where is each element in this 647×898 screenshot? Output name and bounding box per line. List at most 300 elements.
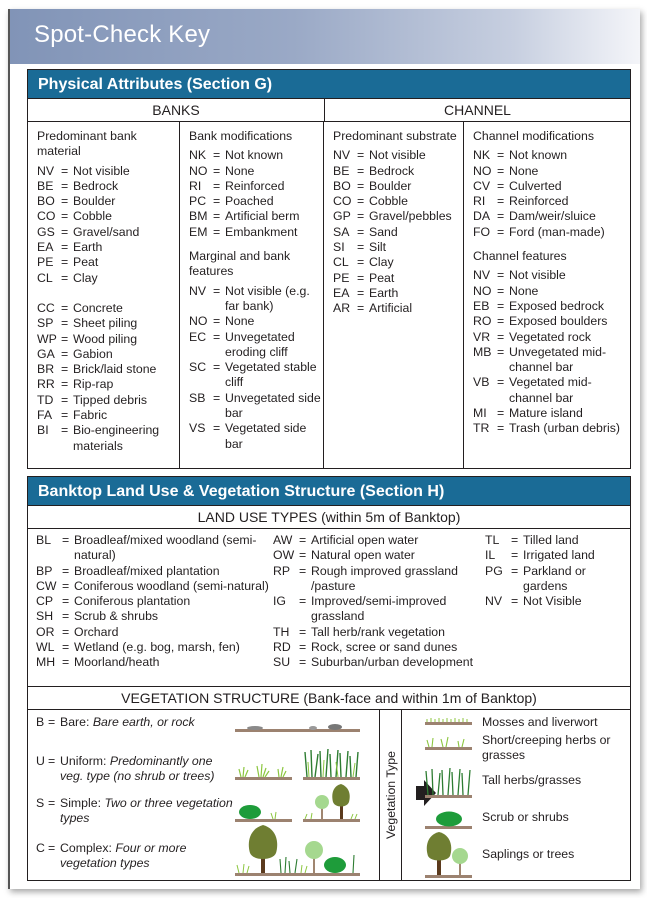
- code-entry: [189, 209, 323, 224]
- code: BP: [36, 563, 53, 578]
- code: GP: [333, 209, 351, 224]
- code-entry: [189, 360, 323, 391]
- physical-attributes-section: [27, 69, 631, 469]
- code: NK: [189, 148, 207, 163]
- code: CL: [37, 270, 53, 285]
- code: NK: [473, 148, 491, 163]
- definition: Coniferous plantation: [74, 594, 191, 609]
- channel-modifications-column: [463, 122, 630, 468]
- equals: =: [62, 655, 70, 670]
- code: VB: [473, 375, 490, 390]
- definition: Broadleaf/mixed woodland (semi-natural): [74, 533, 257, 563]
- definition: Reinforced: [509, 194, 569, 209]
- ground-line: [235, 819, 292, 822]
- code-entry: [189, 194, 323, 209]
- code-entry: [473, 179, 630, 194]
- bank-modifications-column: [179, 122, 323, 468]
- veg-structure-list: [28, 710, 380, 880]
- code-entry: [189, 421, 323, 452]
- code-entry: [37, 332, 179, 347]
- definition: Earth: [73, 240, 103, 255]
- code: PG: [485, 563, 503, 578]
- equals: =: [299, 563, 307, 578]
- code: VR: [473, 329, 491, 344]
- veg-type-scrub: Scrub or shrubs: [482, 810, 569, 824]
- equals: =: [511, 533, 519, 547]
- code-entry: [37, 423, 179, 454]
- definition: Gravel/sand: [73, 224, 140, 239]
- equals: =: [299, 594, 307, 609]
- code: TD: [37, 392, 54, 407]
- code-entry: [333, 179, 463, 194]
- equals: =: [213, 421, 221, 436]
- banktop-section: [27, 476, 631, 881]
- definition: None: [509, 163, 539, 178]
- code-entry: [333, 240, 463, 255]
- veg-type-divider: [380, 710, 402, 880]
- code: EA: [37, 240, 54, 255]
- code-entry: [333, 164, 463, 179]
- code: BI: [37, 423, 49, 438]
- equals: =: [357, 163, 365, 178]
- code: MI: [473, 406, 487, 421]
- definition: Vegetated side bar: [225, 421, 307, 451]
- code: WL: [36, 640, 55, 655]
- code: CO: [37, 209, 56, 224]
- code-entry: [473, 314, 630, 329]
- code: NO: [189, 314, 208, 329]
- definition: Orchard: [74, 624, 119, 639]
- veg-type-label: Vegetation Type: [384, 751, 398, 839]
- definition: Unvegetated side bar: [225, 390, 321, 421]
- code-entry: [333, 271, 463, 286]
- definition: Cobble: [73, 209, 112, 224]
- definition: Dam/weir/sluice: [509, 209, 596, 224]
- equals: =: [62, 609, 70, 624]
- definition: None: [509, 283, 539, 298]
- definition: Vegetated rock: [509, 329, 592, 344]
- equals: =: [497, 194, 505, 209]
- equals: =: [213, 329, 221, 344]
- structure-uniform: U = Uniform: Predominantly one veg. type (no shrub or trees): [36, 754, 215, 784]
- group-title: Bank modifications: [189, 129, 293, 143]
- definition: Tall herb/rank vegetation: [311, 624, 445, 639]
- code-entry: [473, 268, 630, 283]
- ground-line: [303, 819, 360, 822]
- code: MB: [473, 344, 492, 359]
- tall-grass-icon: [303, 748, 360, 777]
- equals: =: [497, 375, 505, 390]
- land-use-column-1: [36, 533, 273, 686]
- code-entry: [473, 194, 630, 209]
- equals: =: [62, 578, 70, 593]
- equals: =: [357, 270, 365, 285]
- code: BM: [189, 209, 208, 224]
- definition: Sheet piling: [73, 316, 138, 331]
- code-entry: [273, 533, 485, 548]
- definition: Clay: [73, 270, 98, 285]
- code-entry: [189, 225, 323, 240]
- code-entry: [485, 594, 630, 609]
- definition: Not visible: [73, 163, 130, 178]
- code-entry: [473, 330, 630, 345]
- definition: Vegetated mid-channel bar: [509, 375, 592, 405]
- definition: Rock, scree or sand dunes: [311, 640, 458, 655]
- veg-type-short-herbs: Short/creeping herbs or grasses: [482, 733, 611, 763]
- equals: =: [299, 640, 307, 655]
- definition: Rough improved grassland /pasture: [311, 563, 458, 593]
- code: BE: [333, 163, 350, 178]
- code: PE: [333, 270, 350, 285]
- code-entry: [37, 408, 179, 423]
- definition: Parkland or gardens: [523, 563, 586, 593]
- definition: Tilled land: [523, 533, 579, 547]
- code: MH: [36, 655, 56, 670]
- code-entry: [37, 164, 179, 179]
- code: NV: [485, 594, 503, 609]
- code: NV: [189, 283, 207, 298]
- equals: =: [497, 329, 505, 344]
- code-entry: [273, 564, 485, 595]
- definition: Wetland (e.g. bog, marsh, fen): [74, 640, 240, 655]
- equals: =: [357, 209, 365, 224]
- definition: Artificial: [369, 301, 413, 316]
- code: GA: [37, 346, 55, 361]
- code: EC: [189, 329, 207, 344]
- code-entry: [37, 179, 179, 194]
- equals: =: [62, 533, 70, 547]
- equals: =: [497, 298, 505, 313]
- channel-label: CHANNEL: [324, 99, 630, 121]
- ground-line: [425, 747, 472, 750]
- definition: Coniferous woodland (semi-natural): [74, 578, 269, 593]
- veg-type-mosses: Mosses and liverwort: [482, 715, 598, 729]
- code-entry: [473, 299, 630, 314]
- code-entry: [485, 564, 630, 595]
- code: GS: [37, 224, 55, 239]
- code: AW: [273, 533, 293, 547]
- code: CL: [333, 255, 349, 270]
- ground-line: [425, 722, 472, 725]
- code: NV: [333, 148, 351, 163]
- ground-line: [303, 777, 360, 780]
- definition: None: [225, 163, 255, 178]
- equals: =: [61, 316, 69, 331]
- land-use-column-3: [485, 533, 630, 686]
- code: VS: [189, 421, 206, 436]
- equals: =: [357, 240, 365, 255]
- code-entry: [37, 316, 179, 331]
- code-entry: [189, 330, 323, 361]
- structure-bare: B = Bare: Bare earth, or rock: [36, 715, 195, 729]
- equals: =: [61, 163, 69, 178]
- moss-icon: [425, 718, 472, 722]
- code-entry: [473, 209, 630, 224]
- equals: =: [511, 594, 519, 609]
- code-entry: [37, 271, 179, 286]
- code: OW: [273, 548, 295, 563]
- definition: Ford (man-made): [509, 224, 605, 239]
- code: SU: [273, 655, 291, 670]
- section-h-heading: Banktop Land Use & Vegetation Structure (Section H): [28, 477, 630, 506]
- definition: Poached: [225, 194, 274, 209]
- code: BO: [333, 178, 351, 193]
- definition: Not visible: [369, 148, 426, 163]
- code-entry: [36, 579, 273, 594]
- code: FO: [473, 224, 491, 239]
- definition: Moorland/heath: [74, 655, 160, 670]
- code: IG: [273, 594, 286, 609]
- code-entry: [37, 393, 179, 408]
- code-entry: [189, 148, 323, 163]
- code: NV: [473, 268, 491, 283]
- banks-label: BANKS: [152, 102, 200, 118]
- code: SH: [36, 609, 54, 624]
- definition: Not visible (e.g. far bank): [225, 283, 310, 313]
- equals: =: [357, 178, 365, 193]
- code: FA: [37, 408, 53, 423]
- equals: =: [61, 331, 69, 346]
- definition: Fabric: [73, 408, 108, 423]
- equals: =: [62, 640, 70, 655]
- equals: =: [213, 360, 221, 375]
- equals: =: [61, 255, 69, 270]
- equals: =: [497, 421, 505, 436]
- group-title: Channel modifications: [473, 129, 594, 143]
- equals: =: [213, 194, 221, 209]
- tree-icon: [425, 832, 472, 875]
- code: RP: [273, 563, 291, 578]
- equals: =: [61, 377, 69, 392]
- definition: Artificial open water: [311, 533, 419, 547]
- code: SC: [189, 360, 207, 375]
- definition: Not Visible: [523, 594, 582, 609]
- definition: Brick/laid stone: [73, 362, 157, 377]
- definition: Vegetated stable cliff: [225, 360, 317, 390]
- banks-channel-header: [28, 99, 630, 122]
- code: BR: [37, 362, 55, 377]
- code: BL: [36, 533, 52, 547]
- code-entry: [473, 164, 630, 179]
- definition: Gravel/pebbles: [369, 209, 452, 224]
- equals: =: [213, 148, 221, 163]
- equals: =: [497, 283, 505, 298]
- code-entry: [36, 609, 273, 624]
- definition: Artificial berm: [225, 209, 300, 224]
- equals: =: [61, 346, 69, 361]
- equals: =: [213, 163, 221, 178]
- code: CP: [36, 594, 54, 609]
- code: SI: [333, 240, 345, 255]
- land-use-list: [28, 529, 630, 687]
- equals: =: [61, 408, 69, 423]
- definition: Bedrock: [369, 163, 415, 178]
- code-entry: [273, 625, 485, 640]
- code-entry: [189, 164, 323, 179]
- code: SB: [189, 390, 206, 405]
- definition: Unvegetated mid-channel bar: [509, 344, 607, 375]
- code: TR: [473, 421, 490, 436]
- code: NV: [37, 163, 55, 178]
- code: RD: [273, 640, 291, 655]
- definition: Bedrock: [73, 178, 119, 193]
- equals: =: [61, 392, 69, 407]
- code: PC: [189, 194, 207, 209]
- equals: =: [511, 548, 519, 563]
- equals: =: [299, 624, 307, 639]
- code: CW: [36, 578, 57, 593]
- code-entry: [37, 301, 179, 316]
- definition: Irrigated land: [523, 548, 595, 563]
- code-entry: [36, 625, 273, 640]
- definition: Unvegetated eroding cliff: [225, 329, 295, 359]
- shrub-icon: [235, 803, 292, 819]
- tall-grass-icon: [425, 768, 472, 795]
- definition: Gabion: [73, 346, 113, 361]
- equals: =: [357, 148, 365, 163]
- equals: =: [497, 178, 505, 193]
- structure-simple: S = Simple: Two or three vegetation types: [36, 796, 233, 826]
- equals: =: [213, 314, 221, 329]
- land-use-header: [28, 506, 630, 529]
- definition: Broadleaf/mixed plantation: [74, 563, 220, 578]
- code-entry: [37, 194, 179, 209]
- title-banner: [10, 9, 640, 64]
- code: TH: [273, 624, 290, 639]
- equals: =: [213, 224, 221, 239]
- shrub-icon: [425, 810, 472, 826]
- equals: =: [497, 344, 505, 359]
- definition: Embankment: [225, 224, 298, 239]
- code: BO: [37, 194, 55, 209]
- code-entry: [333, 148, 463, 163]
- definition: Natural open water: [311, 548, 415, 563]
- equals: =: [357, 301, 365, 316]
- definition: Bio-engineering materials: [73, 423, 160, 453]
- code-entry: [37, 225, 179, 240]
- equals: =: [511, 563, 519, 578]
- code: OR: [36, 624, 55, 639]
- spot-check-key-page: [8, 9, 640, 889]
- code-entry: [273, 640, 485, 655]
- equals: =: [61, 209, 69, 224]
- land-use-column-2: [273, 533, 485, 686]
- code-entry: [36, 640, 273, 655]
- code: PE: [37, 255, 54, 270]
- code: SP: [37, 316, 54, 331]
- code-entry: [333, 225, 463, 240]
- code-entry: [485, 533, 630, 548]
- equals: =: [61, 194, 69, 209]
- group-title: Channel features: [473, 249, 567, 264]
- definition: Suburban/urban development: [311, 655, 474, 670]
- equals: =: [213, 178, 221, 193]
- code: CO: [333, 194, 352, 209]
- code: RI: [189, 178, 202, 193]
- code-entry: [189, 391, 323, 422]
- code-entry: [333, 194, 463, 209]
- equals: =: [497, 148, 505, 163]
- code: AR: [333, 301, 351, 316]
- code: CC: [37, 300, 55, 315]
- rocks-icon: [235, 722, 360, 730]
- equals: =: [61, 300, 69, 315]
- equals: =: [61, 423, 69, 438]
- structure-complex: C = Complex: Four or more vegetation types: [36, 841, 187, 871]
- definition: Scrub & shrubs: [74, 609, 159, 624]
- veg-type-tall-herbs: Tall herbs/grasses: [482, 773, 582, 787]
- equals: =: [497, 314, 505, 329]
- group-title: Predominant substrate: [333, 129, 457, 143]
- definition: Wood piling: [73, 331, 138, 346]
- code: CV: [473, 178, 491, 193]
- section-g-heading: Physical Attributes (Section G): [28, 70, 630, 99]
- code-entry: [273, 655, 485, 670]
- short-grass-icon: [235, 760, 292, 777]
- code-entry: [473, 375, 630, 406]
- complex-vegetation-icon: [235, 825, 360, 873]
- definition: Mature island: [509, 406, 583, 421]
- code-entry: [37, 255, 179, 270]
- page-title: Spot-Check Key: [34, 21, 211, 48]
- simple-trees-icon: [303, 784, 360, 819]
- code-entry: [37, 209, 179, 224]
- code-entry: [333, 209, 463, 224]
- code: DA: [473, 209, 491, 224]
- code-entry: [333, 255, 463, 270]
- code-entry: [273, 594, 485, 625]
- code: EA: [333, 285, 350, 300]
- equals: =: [61, 240, 69, 255]
- equals: =: [357, 224, 365, 239]
- code: EB: [473, 298, 490, 313]
- equals: =: [497, 224, 505, 239]
- code-entry: [473, 284, 630, 299]
- code: BE: [37, 178, 54, 193]
- code-entry: [36, 594, 273, 609]
- code-entry: [37, 240, 179, 255]
- definition: Tipped debris: [73, 392, 148, 407]
- equals: =: [62, 594, 70, 609]
- substrate-column: [323, 122, 463, 468]
- definition: Concrete: [73, 300, 123, 315]
- equals: =: [299, 655, 307, 670]
- definition: Improved/semi-improved grassland: [311, 594, 447, 624]
- equals: =: [61, 362, 69, 377]
- ground-line: [235, 777, 292, 780]
- definition: None: [225, 314, 255, 329]
- definition: Not known: [225, 148, 284, 163]
- definition: Trash (urban debris): [509, 421, 620, 436]
- definition: Cobble: [369, 194, 408, 209]
- equals: =: [213, 390, 221, 405]
- equals: =: [497, 406, 505, 421]
- code-entry: [473, 345, 630, 376]
- definition: Exposed bedrock: [509, 298, 605, 313]
- ground-line: [235, 873, 360, 876]
- code-entry: [36, 655, 273, 670]
- code-entry: [473, 148, 630, 163]
- equals: =: [357, 255, 365, 270]
- code: NO: [473, 283, 492, 298]
- veg-structure-label: VEGETATION STRUCTURE (Bank-face and within 1m of Banktop): [28, 687, 630, 710]
- group-title: Predominant bank material: [37, 129, 137, 159]
- code-entry: [333, 286, 463, 301]
- equals: =: [213, 283, 221, 298]
- equals: =: [497, 163, 505, 178]
- veg-type-saplings: Saplings or trees: [482, 847, 575, 861]
- code-entry: [189, 179, 323, 194]
